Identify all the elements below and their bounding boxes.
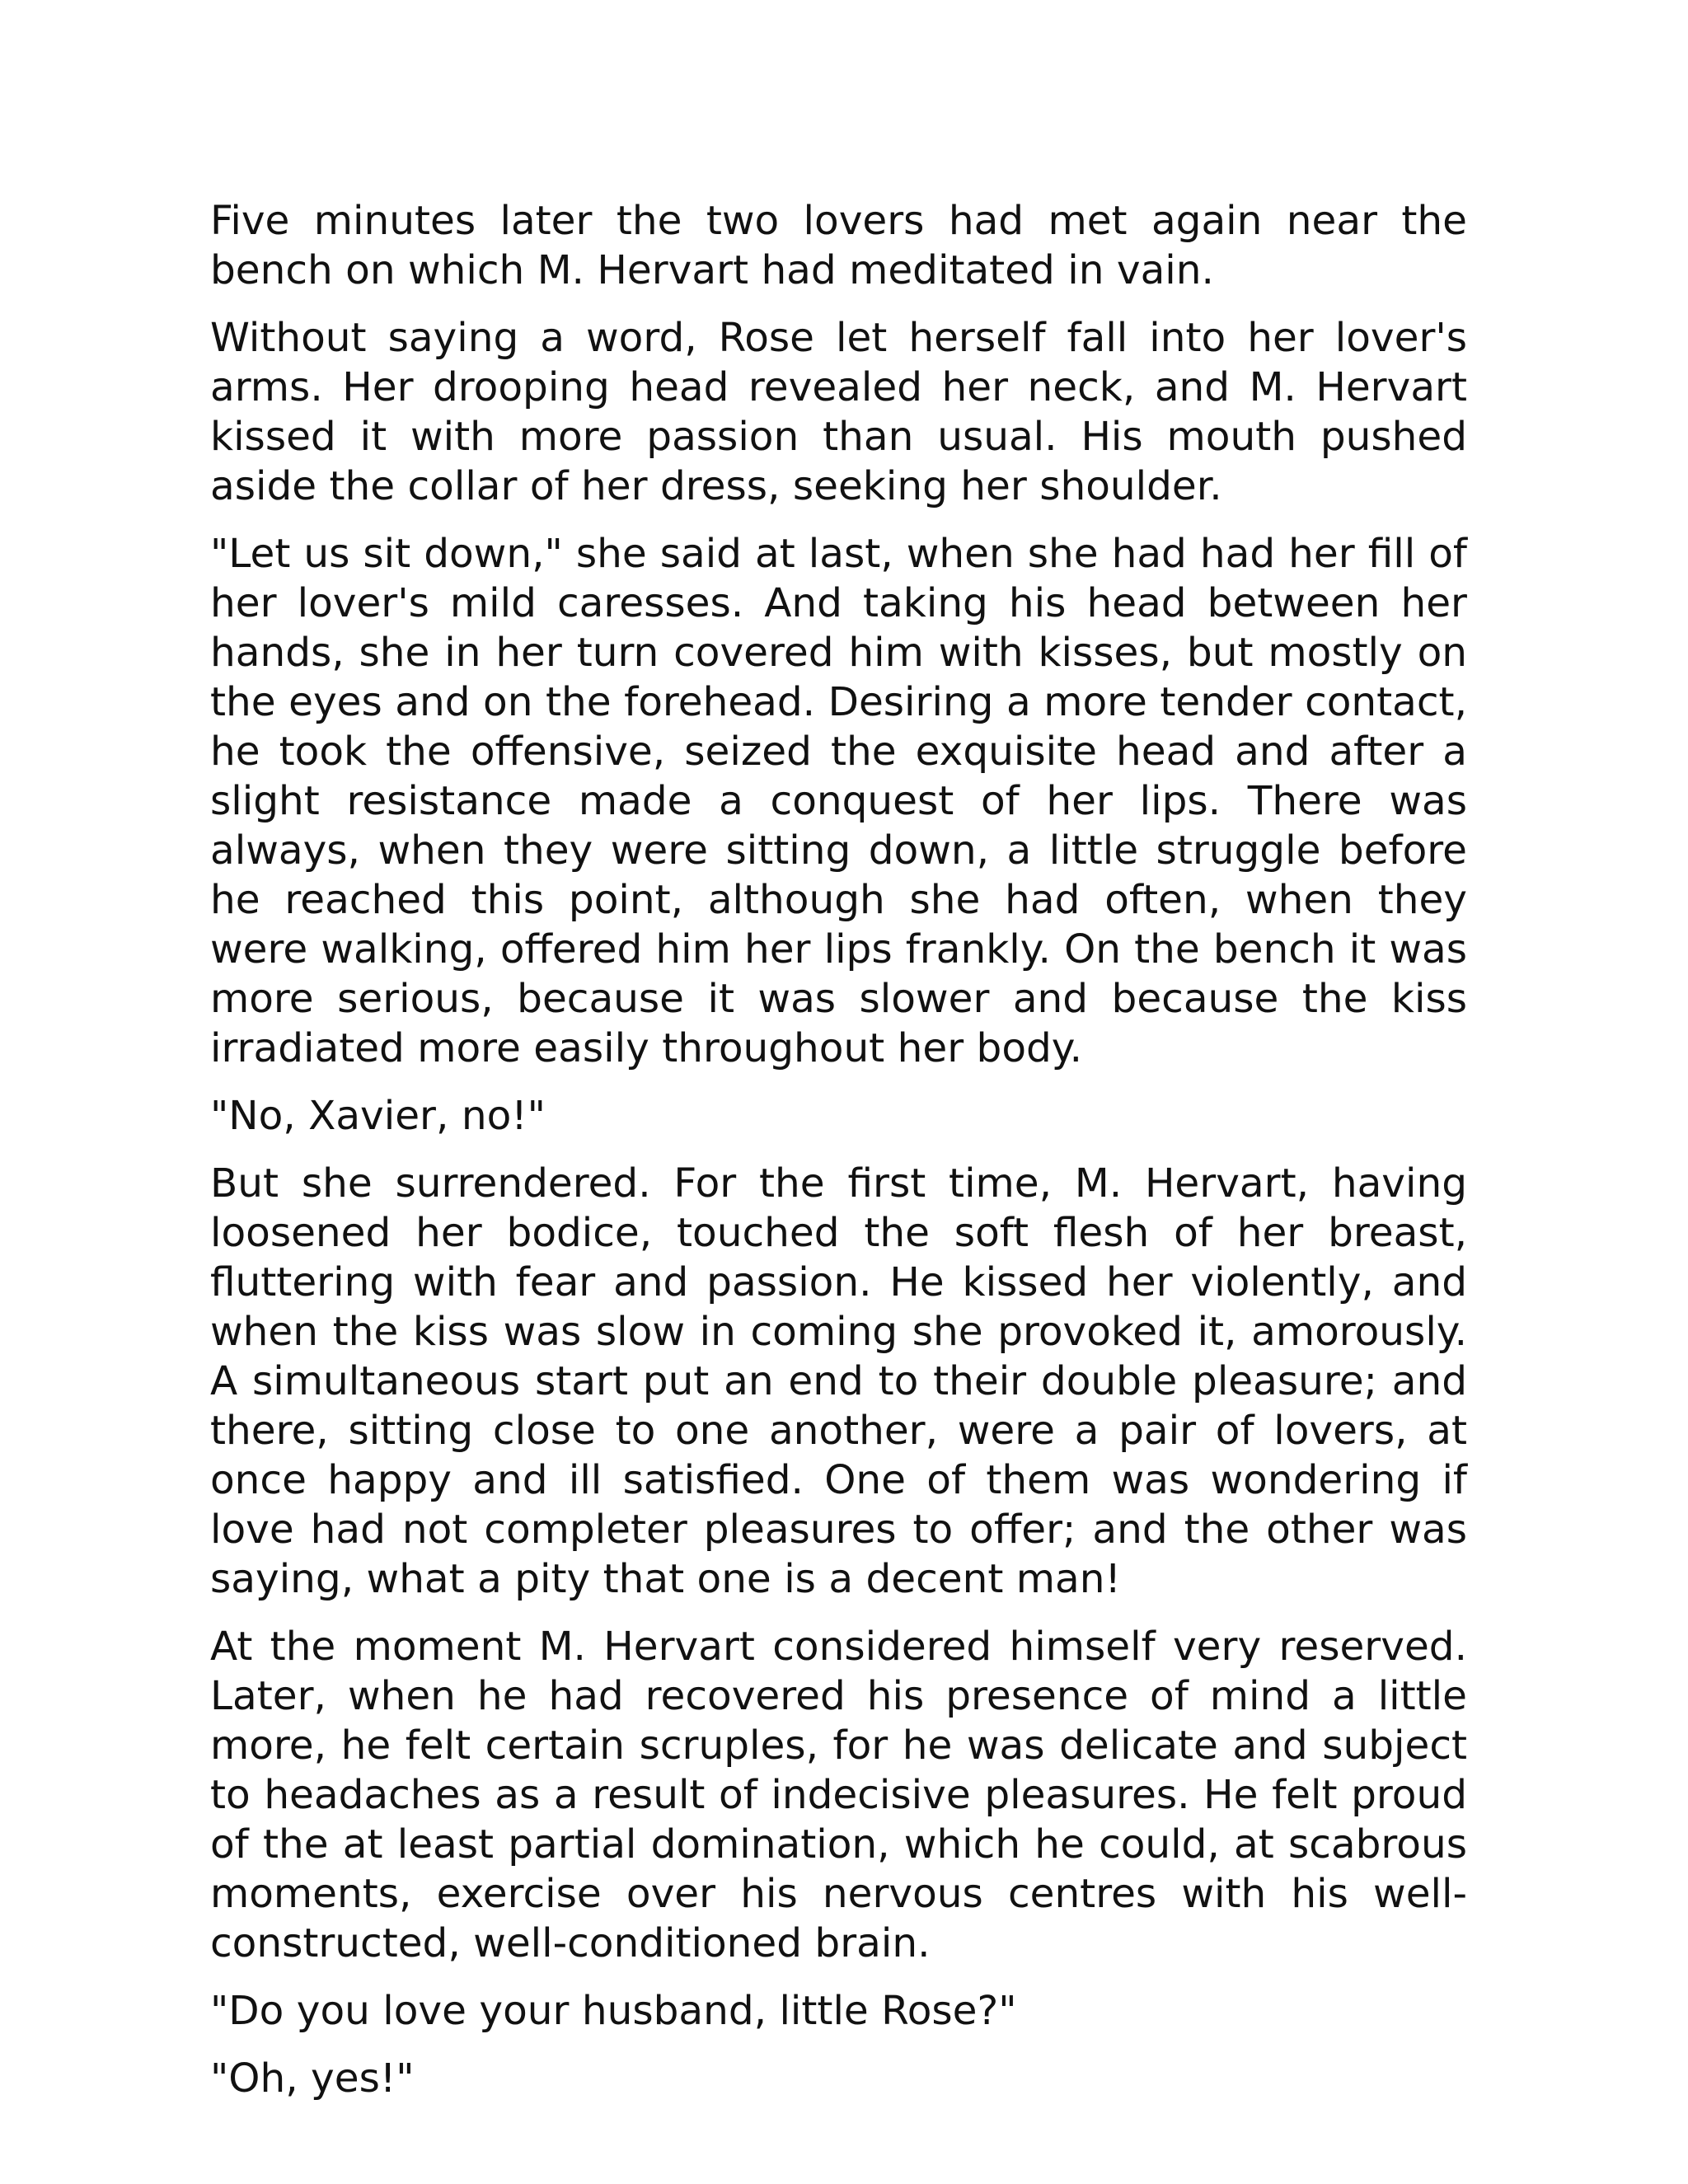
paragraph: Without saying a word, Rose let herself fall into her lover's arms. Her drooping head revealed her neck, and M. Hervart kissed it with more passion than usual. His mouth pushed aside the collar of her dress, seeking her shoulder. bbox=[210, 315, 1467, 509]
paragraph: But she surrendered. For the first time, M. Hervart, having loosened her bodice, touched the soft flesh of her breast, fluttering with fear and passion. He kissed her violently, and when the kiss was slow in coming she provoked it, amorously. A simultaneous start put an end to their double pleasure; and there, sitting close to one another, were a pair of lovers, at once happy and ill satisfied. One of them was wondering if love had not completer pleasures to offer; and the other was saying, what a pity that one is a decent man! bbox=[210, 1160, 1467, 1602]
paragraph: At the moment M. Hervart considered himself very reserved. Later, when he had recovered his presence of mind a little more, he felt certain scruples, for he was delicate and subject to headaches as a result of indecisive pleasures. He felt proud of the at least partial domination, which he could, at scabrous moments, exercise over his nervous centres with his well-constructed, well-conditioned brain. bbox=[210, 1624, 1467, 1966]
paragraph: Five minutes later the two lovers had met again near the bench on which M. Hervart had meditated in vain. bbox=[210, 198, 1467, 293]
dialogue-line: "No, Xavier, no!" bbox=[210, 1093, 546, 1139]
document-page bbox=[210, 196, 1467, 2121]
dialogue-line: "Do you love your husband, little Rose?" bbox=[210, 1988, 1017, 2034]
paragraph: "Let us sit down," she said at last, when she had had her fill of her lover's mild caresses. And taking his head between her hands, she in her turn covered him with kisses, but mostly on the eyes and on the forehead. Desiring a more tender contact, he took the offensive, seized the exquisite head and after a slight resistance made a conquest of her lips. There was always, when they were sitting down, a little struggle before he reached this point, although she had often, when they were walking, offered him her lips frankly. On the bench it was more serious, because it was slower and because the kiss irradiated more easily throughout her body. bbox=[210, 531, 1467, 1071]
dialogue-line: "Oh, yes!" bbox=[210, 2055, 415, 2102]
